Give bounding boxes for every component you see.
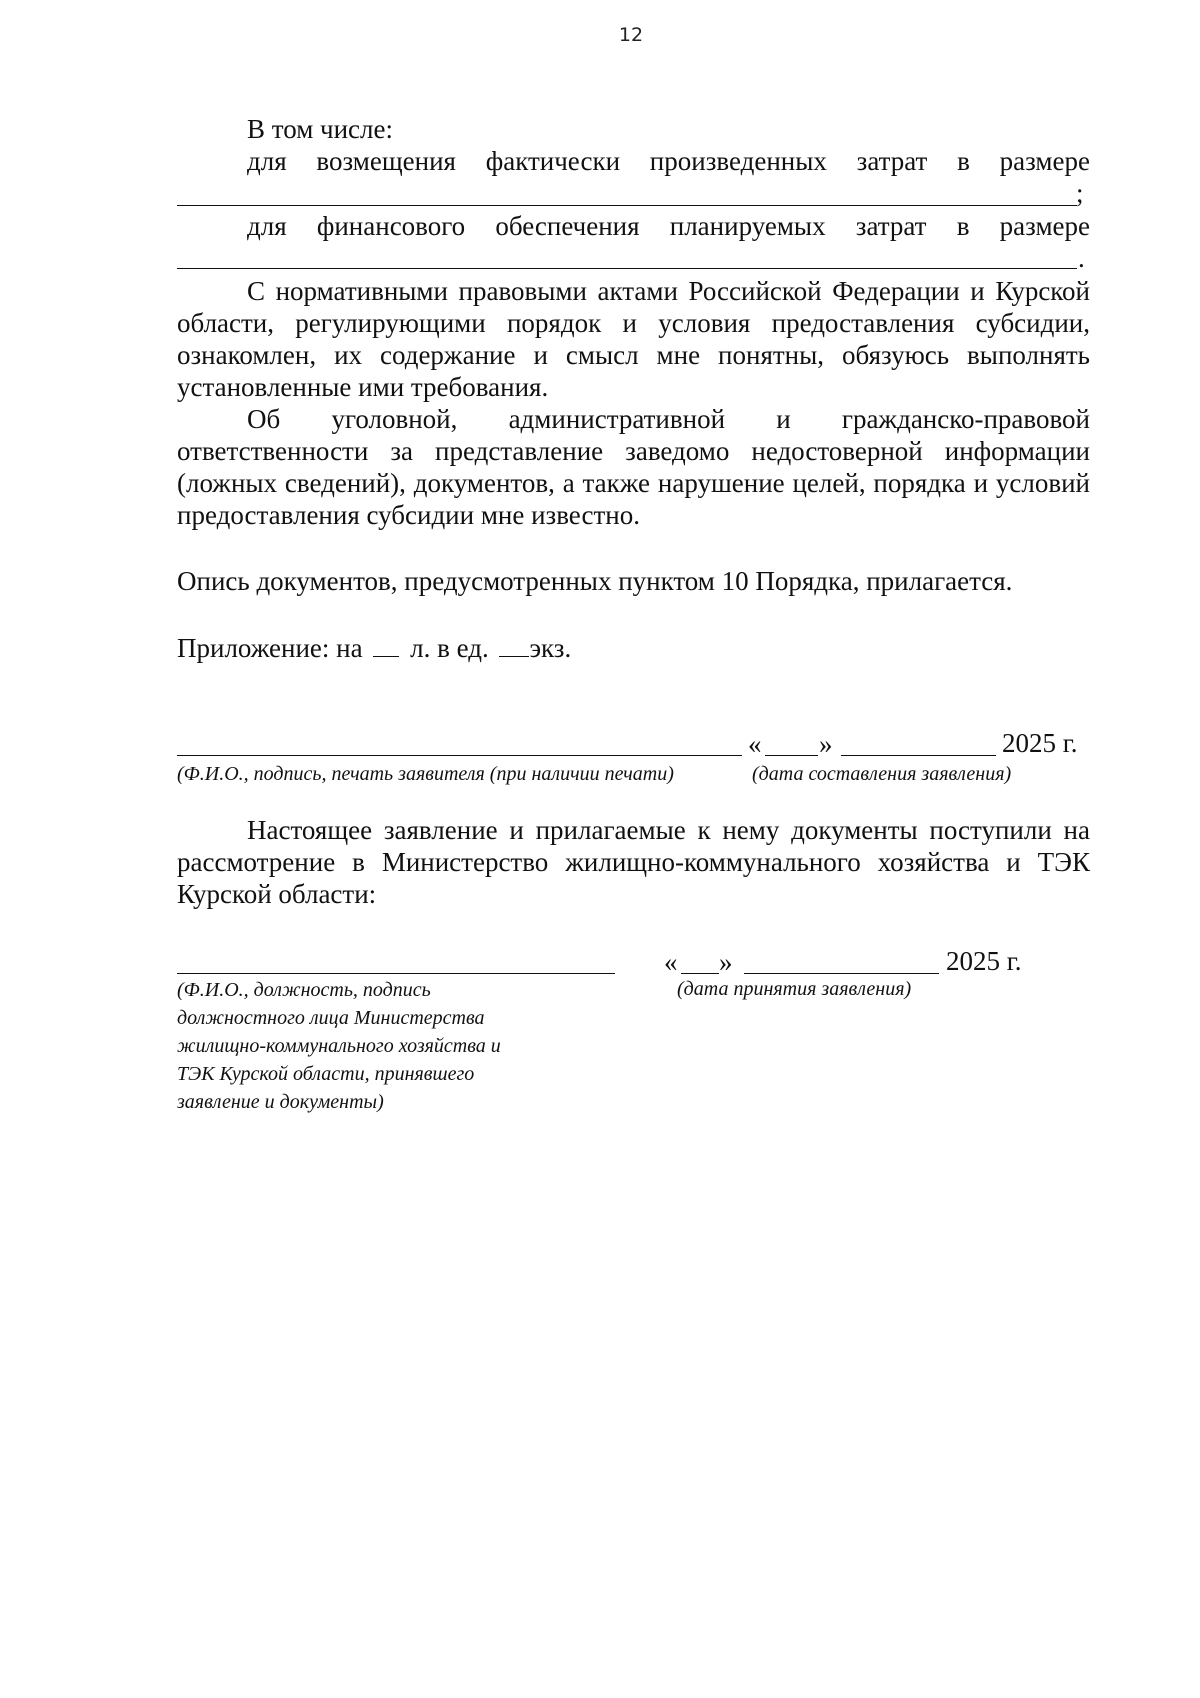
item1-blank-line [177, 205, 1077, 206]
official-signature-line [177, 973, 615, 974]
applicant-signature-line [177, 755, 742, 756]
official-date-open-quote: « [664, 947, 678, 977]
appendix-line [177, 632, 571, 664]
official-caption-line: жилищно-коммунального хозяйства и [177, 1035, 501, 1057]
official-day-blank [681, 973, 719, 974]
official-caption-line: (Ф.И.О., должность, подпись [177, 979, 431, 1001]
paragraph-legal-acts: С нормативными правовыми актами Российской Федерации и Курской области, регулирующими порядок и условия предоставления субсидии, ознакомлен, их содержание и смысл мне понятны, обязуюсь выполнять установленные ими требования. [177, 276, 1090, 402]
appendix-part3: экз. [529, 633, 572, 663]
item1-text: для возмещения фактически произведенных затрат в размере [247, 146, 1090, 176]
item2-end: . [1078, 243, 1085, 273]
official-month-blank [744, 973, 939, 974]
official-caption-signature [177, 976, 597, 1116]
official-year: 2025 г. [946, 946, 1022, 976]
item2-blank-line [177, 268, 1077, 269]
official-caption-date: (дата принятия заявления) [677, 978, 912, 1000]
applicant-date-open-quote: « [748, 729, 762, 759]
applicant-month-blank [841, 755, 996, 756]
copies-blank [499, 656, 529, 657]
paragraph-responsibility: Об уголовной, административной и гражданско-правовой ответственности за представление заведомо недостоверной информации (ложных сведений), документов, а также нарушение целей, порядка и условий предоставления субсидии мне известно. [177, 404, 1090, 530]
appendix-part2: л. в ед. [410, 633, 489, 663]
applicant-caption-signature: (Ф.И.О., подпись, печать заявителя (при наличии печати) [177, 763, 674, 785]
applicant-day-blank [765, 755, 818, 756]
paragraph-received: Настоящее заявление и прилагаемые к нему документы поступили на рассмотрение в Министерство жилищно-коммунального хозяйства и ТЭК Курской области: [177, 815, 1090, 909]
applicant-date-close-quote: » [819, 729, 833, 759]
official-caption-line: должностного лица Министерства [177, 1007, 485, 1029]
item2-text: для финансового обеспечения планируемых затрат в размере [247, 211, 1090, 241]
official-caption-line: ТЭК Курской области, принявшего [177, 1063, 475, 1085]
appendix-part1: Приложение: на [177, 633, 363, 663]
official-caption-line: заявление и документы) [177, 1091, 384, 1113]
page-number: 12 [618, 24, 644, 46]
item1-end: ; [1076, 178, 1084, 208]
official-date-close-quote: » [719, 947, 733, 977]
sheets-blank [373, 656, 399, 657]
intro-text: В том числе: [247, 114, 393, 144]
applicant-year: 2025 г. [1002, 728, 1078, 758]
inventory-text: Опись документов, предусмотренных пунктом 10 Порядка, прилагается. [177, 566, 1013, 596]
applicant-caption-date: (дата составления заявления) [752, 763, 1012, 785]
